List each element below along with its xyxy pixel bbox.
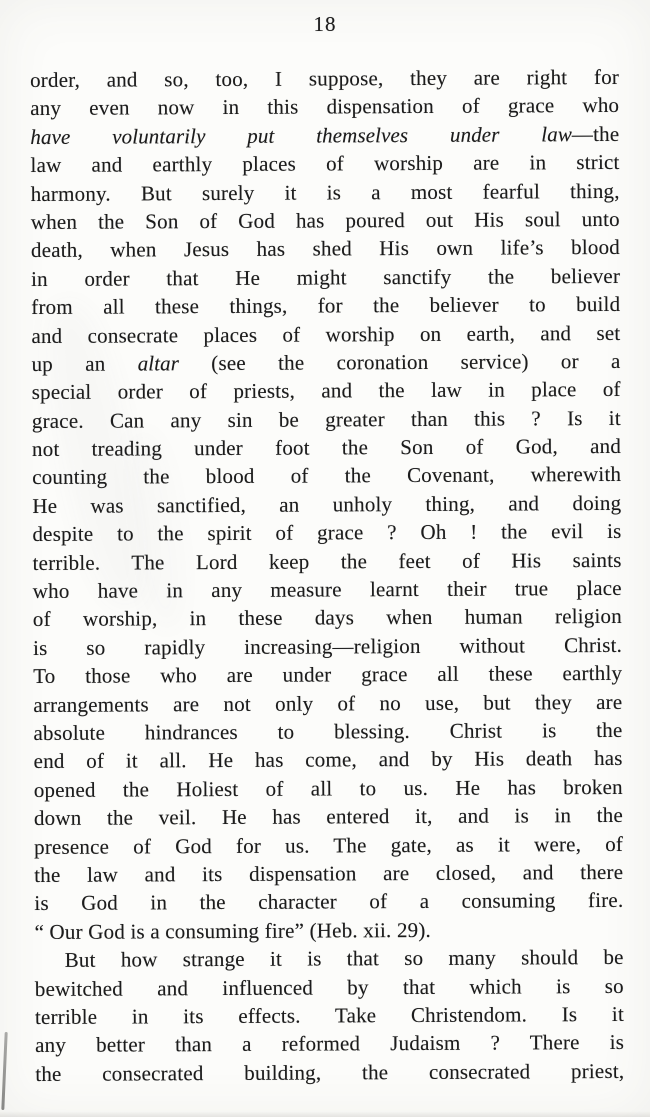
text-line bbox=[30, 91, 619, 122]
text-line bbox=[32, 460, 621, 491]
scan-edge-artifact bbox=[1, 1032, 7, 1110]
text-segment: terrible. The Lord keep the feet of His saints bbox=[32, 547, 622, 575]
text-line bbox=[33, 602, 622, 633]
text-segment: any better than a reformed Judaism ? There is bbox=[35, 1030, 625, 1058]
text-line bbox=[35, 971, 624, 1002]
italic-text-segment: altar bbox=[137, 351, 180, 376]
text-line bbox=[34, 915, 623, 946]
text-line bbox=[34, 744, 623, 775]
text-segment: from all these things, for the believer to build bbox=[31, 292, 621, 320]
text-segment: is so rapidly increasing—religion without Christ. bbox=[32, 632, 623, 660]
text-segment: law and earthly places of worship are in strict bbox=[30, 150, 620, 178]
text-line bbox=[33, 659, 622, 690]
text-line bbox=[31, 347, 620, 378]
page-number: 18 bbox=[313, 12, 337, 36]
text-line bbox=[33, 574, 622, 605]
text-line bbox=[33, 546, 622, 577]
text-segment: when the Son of God has poured out His soul unto bbox=[30, 206, 620, 234]
text-segment: harmony. But surely it is a most fearful thing, bbox=[30, 178, 620, 206]
text-segment: He was sanctified, an unholy thing, and doing bbox=[32, 490, 622, 518]
text-segment: any even now in this dispensation of grace who bbox=[30, 93, 620, 121]
text-line bbox=[32, 489, 621, 520]
text-segment: counting the blood of the Covenant, wherewith bbox=[32, 462, 622, 490]
text-line bbox=[35, 1000, 624, 1031]
text-line bbox=[31, 233, 620, 264]
text-line bbox=[31, 205, 620, 236]
text-line bbox=[32, 404, 621, 435]
text-line bbox=[35, 943, 624, 974]
text-segment: terrible in its effects. Take Christendom. Is it bbox=[34, 1001, 625, 1029]
scan-edge-shadow bbox=[0, 1111, 650, 1117]
text-segment: end of it all. He has come, and by His death has bbox=[33, 746, 623, 774]
text-segment: down the veil. He has entered it, and is in the bbox=[33, 803, 623, 831]
text-segment: grace. Can any sin be greater than this ? Is it bbox=[31, 405, 621, 433]
text-line bbox=[33, 688, 622, 719]
text-segment: opened the Holiest of all to us. He has broken bbox=[33, 774, 623, 802]
text-line bbox=[35, 1057, 624, 1088]
text-line bbox=[34, 801, 623, 832]
text-segment: To those who are under grace all these earthly bbox=[33, 661, 623, 689]
text-line bbox=[30, 63, 619, 94]
text-line bbox=[34, 829, 623, 860]
text-segment: special order of priests, and the law in place of bbox=[31, 377, 621, 405]
text-segment: who have in any measure learnt their true place bbox=[32, 575, 622, 604]
text-segment: of worship, in these days when human religion bbox=[32, 604, 622, 632]
text-segment: arrangements are not only of no use, but they are bbox=[33, 689, 623, 717]
text-line bbox=[32, 517, 621, 548]
text-line bbox=[31, 290, 620, 321]
text-segment: absolute hindrances to blessing. Christ is the bbox=[33, 717, 623, 745]
text-line bbox=[34, 858, 623, 889]
text-line bbox=[31, 262, 620, 293]
text-segment: But how strange it is that so many should be bbox=[64, 945, 624, 972]
text-line bbox=[34, 773, 623, 804]
text-segment: the consecrated building, the consecrated priest, bbox=[35, 1058, 625, 1086]
text-line bbox=[31, 176, 620, 207]
text-line bbox=[31, 318, 620, 349]
text-segment: “ Our God is a consuming fire” (Heb. xii. 29). bbox=[34, 917, 432, 944]
text-line bbox=[30, 120, 619, 151]
text-segment: order, and so, too, I suppose, they are right for bbox=[30, 64, 620, 92]
text-line bbox=[33, 716, 622, 747]
text-line bbox=[34, 886, 623, 917]
text-segment: bewitched and influenced by that which is so bbox=[34, 973, 624, 1001]
text-segment: up an bbox=[31, 351, 138, 376]
text-segment: and consecrate places of worship on earth, and set bbox=[31, 320, 621, 348]
text-segment: —the bbox=[571, 121, 620, 146]
text-segment: not treading under foot the Son of God, and bbox=[31, 433, 622, 462]
text-line bbox=[32, 432, 621, 463]
text-segment: the law and its dispensation are closed, and there bbox=[34, 859, 624, 887]
text-line bbox=[32, 375, 621, 406]
text-block bbox=[30, 63, 624, 1088]
text-segment: presence of God for us. The gate, as it were, of bbox=[34, 831, 624, 859]
text-segment: (see the coronation service) or a bbox=[178, 348, 621, 376]
text-segment: death, when Jesus has shed His own life’s blood bbox=[30, 235, 621, 263]
italic-text-segment: have voluntarily put themselves under law bbox=[30, 121, 572, 149]
text-line bbox=[30, 148, 619, 179]
text-segment: is God in the character of a consuming fire. bbox=[34, 888, 624, 916]
text-line bbox=[35, 1028, 624, 1059]
text-line bbox=[33, 631, 622, 662]
text-segment: in order that He might sanctify the believer bbox=[31, 263, 621, 291]
text-segment: despite to the spirit of grace ? Oh ! the evil is bbox=[32, 519, 622, 547]
